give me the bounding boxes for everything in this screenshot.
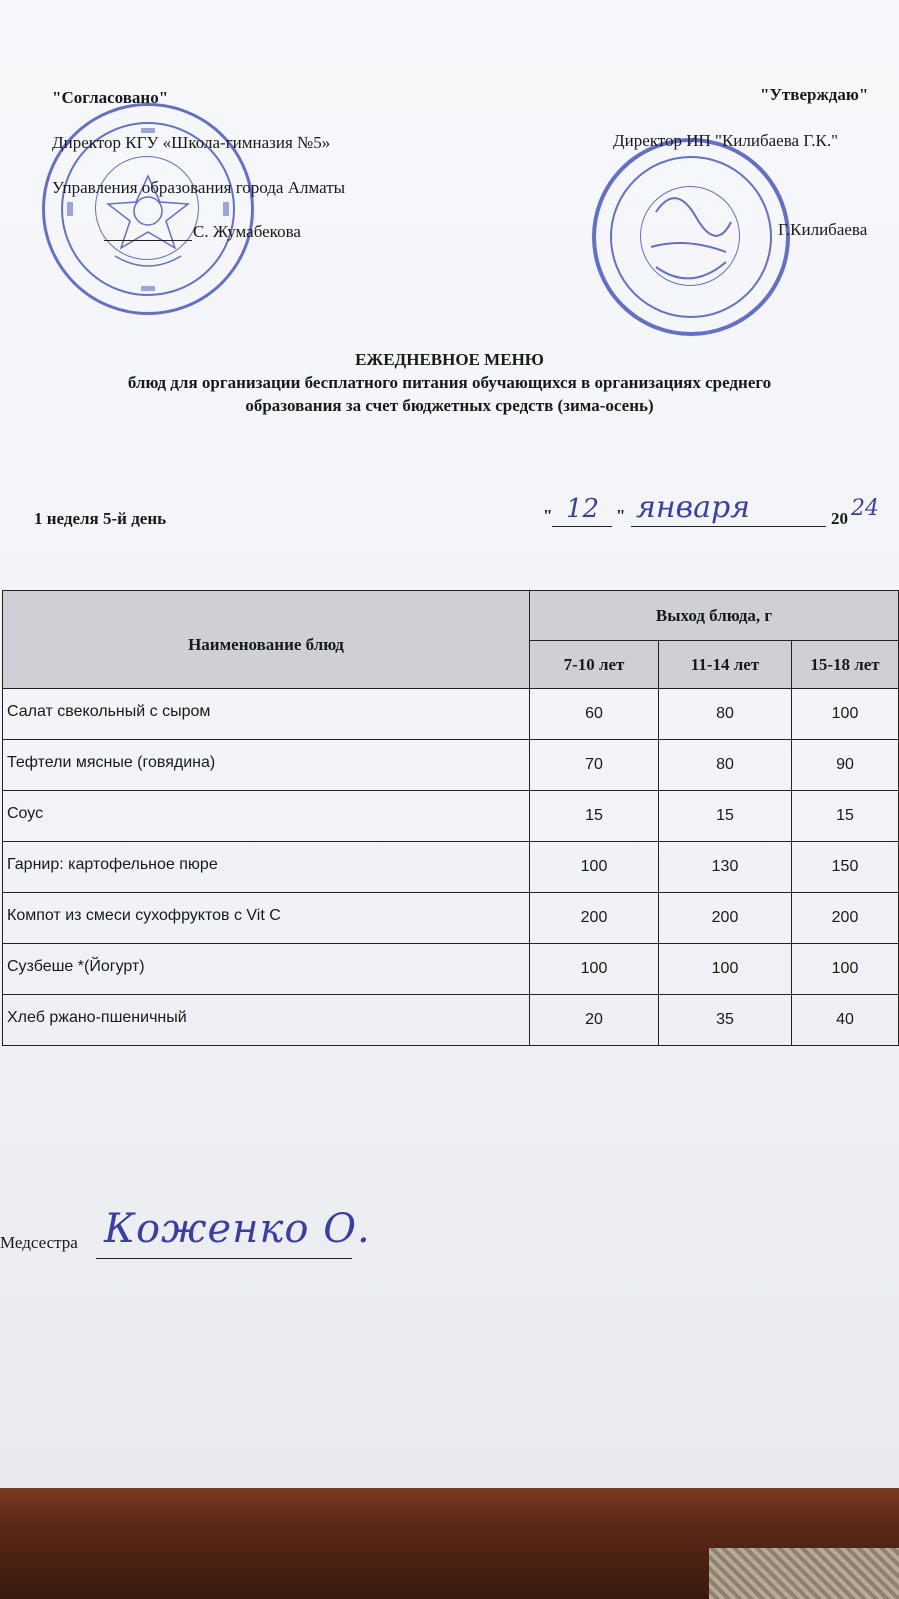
yield-7-10: 100 xyxy=(530,944,659,995)
yield-15-18: 100 xyxy=(792,689,899,740)
yield-11-14: 80 xyxy=(659,740,792,791)
yield-15-18: 40 xyxy=(792,995,899,1046)
dish-name-header: Наименование блюд xyxy=(3,591,530,689)
age-header-7-10: 7-10 лет xyxy=(530,641,659,689)
yield-15-18: 100 xyxy=(792,944,899,995)
yield-11-14: 80 xyxy=(659,689,792,740)
menu-subtitle-line2: образования за счет бюджетных средств (зима-осень) xyxy=(245,396,654,415)
nurse-label: Медсестра xyxy=(0,1233,78,1252)
table-row xyxy=(3,995,899,1046)
date-month-handwritten: января xyxy=(636,490,751,525)
yield-15-18: 90 xyxy=(792,740,899,791)
left-signature-line xyxy=(104,240,192,241)
left-department-line: Управления образования города Алматы xyxy=(52,178,346,197)
dish-name: Сузбеше *(Йогурт) xyxy=(3,944,530,995)
yield-7-10: 20 xyxy=(530,995,659,1046)
yield-11-14: 35 xyxy=(659,995,792,1046)
yield-7-10: 15 xyxy=(530,791,659,842)
yield-15-18: 200 xyxy=(792,893,899,944)
yield-7-10: 60 xyxy=(530,689,659,740)
yield-11-14: 200 xyxy=(659,893,792,944)
date-quote-close: " xyxy=(616,506,626,525)
right-official-stamp xyxy=(592,138,790,336)
dish-name: Компот из смеси сухофруктов с Vit C xyxy=(3,893,530,944)
agreed-title: "Согласовано" xyxy=(52,88,169,107)
yield-7-10: 200 xyxy=(530,893,659,944)
age-header-15-18: 15-18 лет xyxy=(792,641,899,689)
yield-7-10: 70 xyxy=(530,740,659,791)
week-day-label: 1 неделя 5-й день xyxy=(34,509,167,528)
age-header-11-14: 11-14 лет xyxy=(659,641,792,689)
left-director-line: Директор КГУ «Школа-гимназия №5» xyxy=(52,133,331,152)
yield-11-14: 15 xyxy=(659,791,792,842)
table-row xyxy=(3,791,899,842)
date-month-underline xyxy=(631,526,826,527)
table-row xyxy=(3,740,899,791)
date-year-prefix: 20 xyxy=(831,509,848,528)
yield-15-18: 15 xyxy=(792,791,899,842)
yield-11-14: 130 xyxy=(659,842,792,893)
yield-header: Выход блюда, г xyxy=(530,591,899,641)
table-row xyxy=(3,893,899,944)
date-day-handwritten: 12 xyxy=(566,494,600,524)
dish-name: Салат свекольный с сыром xyxy=(3,689,530,740)
date-year-handwritten: 24 xyxy=(851,496,879,521)
dish-name: Гарнир: картофельное пюре xyxy=(3,842,530,893)
menu-table xyxy=(2,590,899,1046)
dish-name: Соус xyxy=(3,791,530,842)
menu-title: ЕЖЕДНЕВНОЕ МЕНЮ xyxy=(355,350,544,369)
table-row xyxy=(3,842,899,893)
menu-subtitle-line1: блюд для организации бесплатного питания обучающихся в организациях среднего xyxy=(127,373,772,392)
date-quote-open: " xyxy=(543,506,553,525)
nurse-signature-handwritten: Коженко О. xyxy=(104,1206,371,1252)
right-director-line: Директор ИП "Килибаева Г.К." xyxy=(613,131,839,150)
yield-15-18: 150 xyxy=(792,842,899,893)
yield-7-10: 100 xyxy=(530,842,659,893)
dish-name: Хлеб ржано-пшеничный xyxy=(3,995,530,1046)
fabric-corner xyxy=(709,1548,899,1599)
dish-name: Тефтели мясные (говядина) xyxy=(3,740,530,791)
table-row xyxy=(3,689,899,740)
left-signer-name: С. Жумабекова xyxy=(193,222,301,241)
nurse-signature-line xyxy=(96,1258,352,1259)
approved-title: "Утверждаю" xyxy=(760,85,869,104)
table-row xyxy=(3,944,899,995)
right-signer-name: Г.Килибаева xyxy=(778,220,868,239)
yield-11-14: 100 xyxy=(659,944,792,995)
date-day-underline xyxy=(552,526,612,527)
